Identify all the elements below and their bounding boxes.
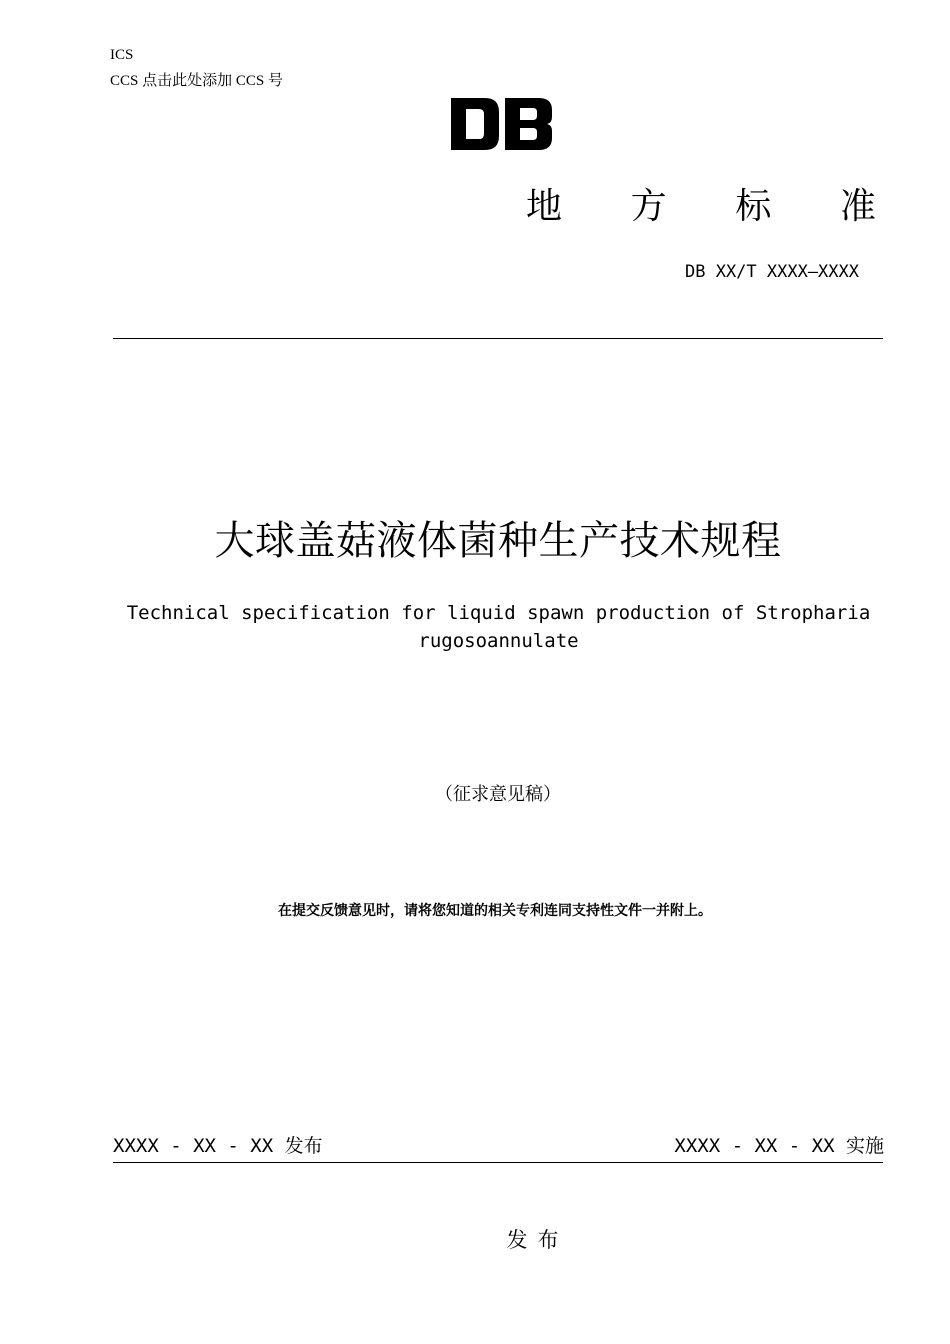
standard-type-char: 方 (630, 186, 667, 227)
db-logo (451, 98, 553, 150)
ccs-code: CCS 点击此处添加 CCS 号 (110, 73, 283, 89)
patent-notice: 在提交反馈意见时，请将您知道的相关专利连同支持性文件一并附上。 (278, 903, 712, 919)
ics-code: ICS (110, 47, 134, 63)
title-english-line-1: Technical specification for liquid spawn production of Stropharia (126, 602, 871, 624)
standard-number: DB XX/T XXXX—XXXX (685, 262, 859, 282)
issuer-label: 发布 (506, 1228, 569, 1252)
title-english (100, 599, 897, 655)
implement-date: XXXX - XX - XX 实施 (674, 1135, 884, 1157)
top-divider (113, 338, 883, 339)
title-english-line-2: rugosoannulate (418, 630, 579, 652)
draft-label: （征求意见稿） (435, 784, 561, 805)
bottom-divider (113, 1162, 883, 1163)
standard-type (526, 185, 876, 229)
db-logo-letter-b (505, 98, 552, 150)
publish-date: XXXX - XX - XX 发布 (113, 1135, 323, 1157)
title-chinese: 大球盖菇液体菌种生产技术规程 (214, 518, 782, 564)
db-logo-letter-d (451, 98, 499, 150)
standard-type-char: 标 (735, 186, 772, 227)
standard-type-char: 准 (839, 186, 876, 227)
standard-type-char: 地 (526, 186, 563, 227)
